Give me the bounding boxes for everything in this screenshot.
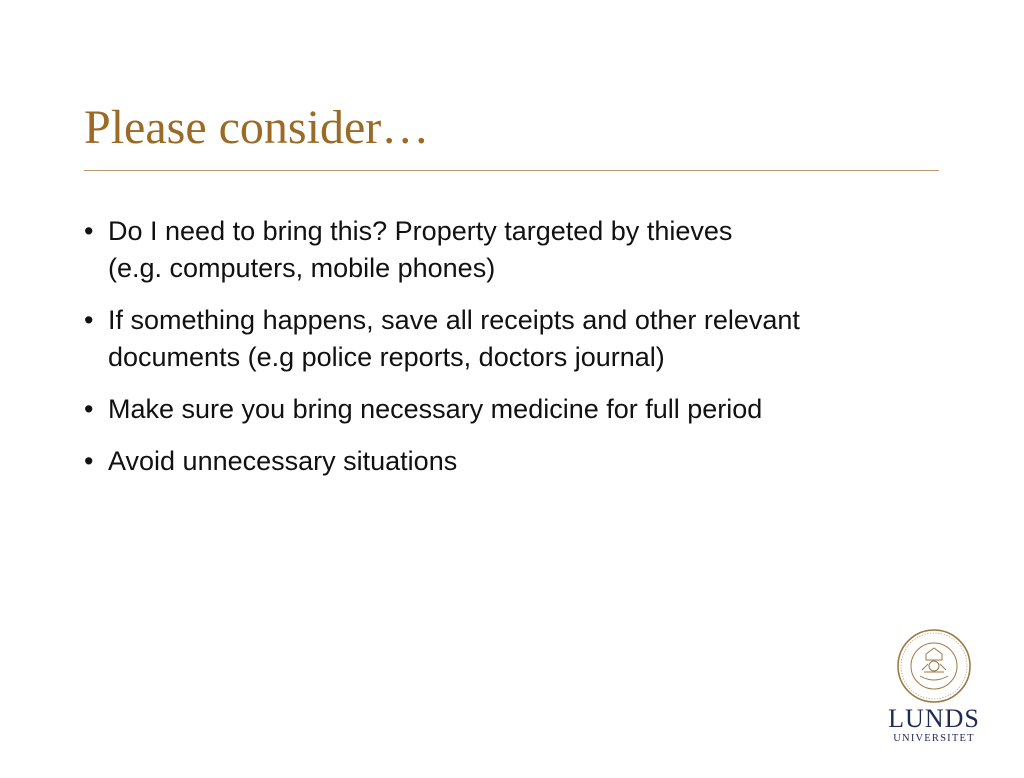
bullet-list: [84, 213, 944, 495]
university-seal-icon: [896, 628, 972, 704]
lund-university-logo: [884, 628, 984, 748]
bullet-text-line: If something happens, save all receipts and other relevant: [108, 305, 800, 335]
bullet-text-line: Avoid unnecessary situations: [108, 446, 458, 476]
bullet-item: [84, 302, 944, 376]
logo-wordmark-universitet: UNIVERSITET: [893, 733, 975, 744]
bullet-text-line: documents (e.g police reports, doctors journal): [108, 342, 665, 372]
bullet-dot: •: [84, 394, 94, 424]
bullet-item: [84, 213, 944, 287]
bullet-text-line: Do I need to bring this? Property targeted by thieves: [108, 216, 733, 246]
bullet-item: [84, 391, 944, 428]
slide-title: Please consider…: [84, 101, 430, 154]
bullet-text-line: Make sure you bring necessary medicine for full period: [108, 394, 763, 424]
logo-wordmark-lunds: LUNDS: [888, 704, 980, 733]
bullet-dot: •: [84, 216, 94, 246]
bullet-item: [84, 443, 944, 480]
bullet-dot: •: [84, 305, 94, 335]
bullet-text-line: (e.g. computers, mobile phones): [108, 253, 496, 283]
bullet-dot: •: [84, 446, 94, 476]
title-divider: [84, 170, 939, 171]
